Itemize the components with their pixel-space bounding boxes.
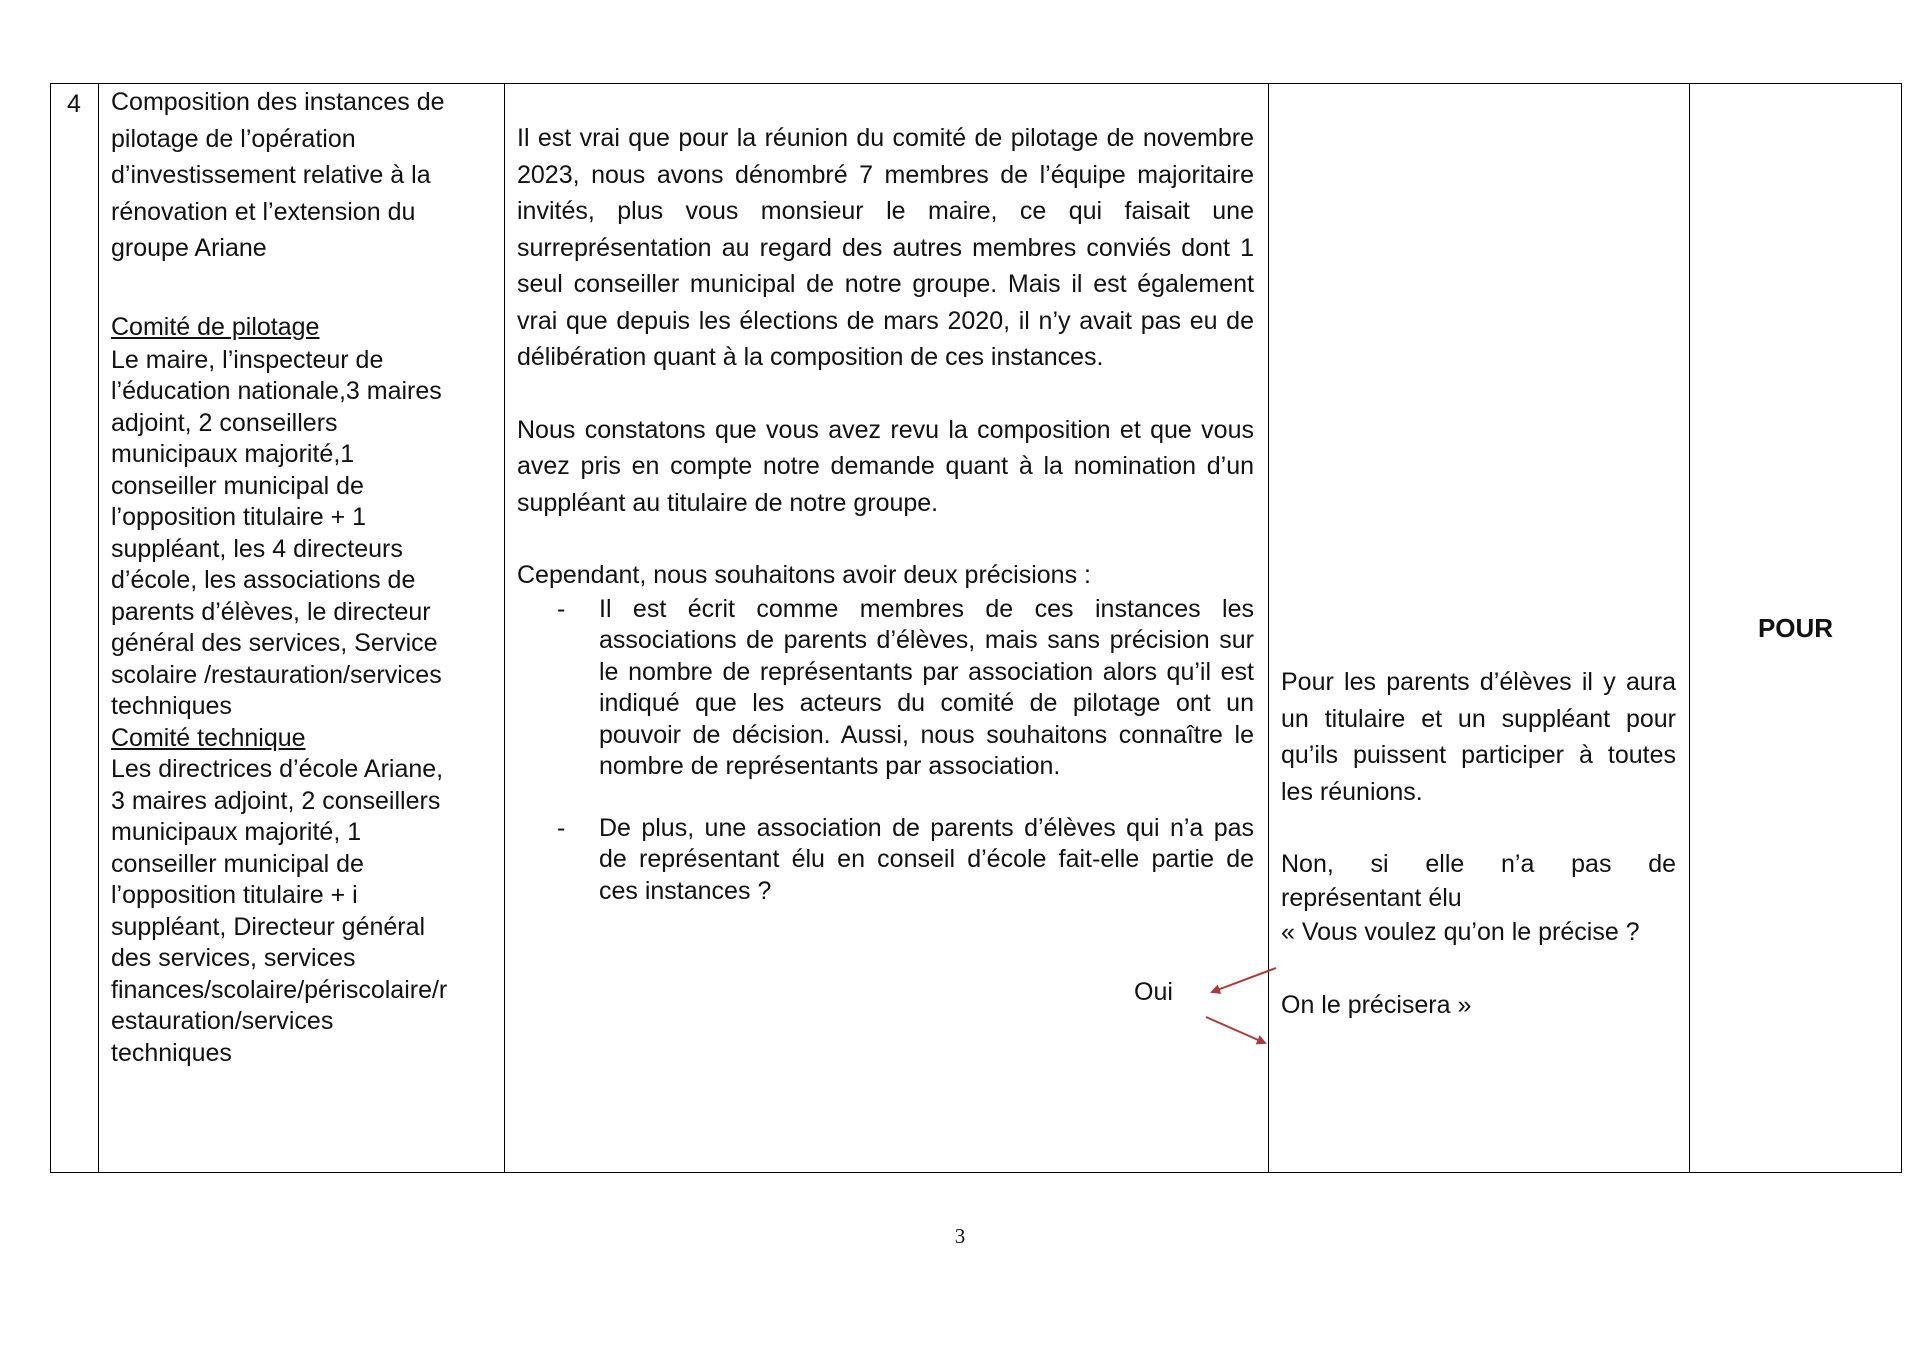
- list-line: adjoint, 2 conseillers: [111, 408, 338, 437]
- column-divider-2: [504, 83, 505, 1173]
- answer-cell: [1281, 664, 1676, 1023]
- column-divider-3: [1268, 83, 1269, 1173]
- subject-title-line: d’investissement relative à la: [111, 161, 431, 189]
- list-line: l’opposition titulaire + 1: [111, 503, 367, 531]
- bullet-text: Il est écrit comme membres de ces instances les associations de parents d’élèves, mais sans précision sur le nombre de représentants par association alors qu’il est indiqué que les acteurs du comité de pilotage ont un pouvoir de décision. Aussi, nous souhaitons connaître le nombre de représentants par association.: [599, 594, 1254, 780]
- answer-quote: « Vous voulez qu’on le précise ?: [1281, 918, 1640, 946]
- vote-result: POUR: [1757, 613, 1834, 643]
- list-line: scolaire /restauration/services: [111, 660, 442, 689]
- list-line: l’opposition titulaire + i: [111, 881, 358, 909]
- list-line: Les directrices d’école Ariane,: [111, 755, 444, 783]
- row-number: 4: [67, 90, 81, 118]
- list-line: général des services, Service: [111, 629, 438, 657]
- question-cell: [517, 120, 1254, 907]
- question-intro: Cependant, nous souhaitons avoir deux précisions :: [517, 561, 1091, 589]
- question-paragraph-1: Il est vrai que pour la réunion du comité de pilotage de novembre 2023, nous avons dénombré 7 membres de l’équipe majoritaire invités, plus vous monsieur le maire, ce qui faisait une surreprésentation au regard des autres membres conviés dont 1 seul conseiller municipal de notre groupe. Mais il est également vrai que depuis les élections de mars 2020, il n’y avait pas eu de délibération quant à la composition de ces instances.: [517, 124, 1254, 371]
- column-divider-1: [98, 83, 99, 1173]
- list-line: l’éducation nationale,3 maires: [111, 377, 442, 405]
- list-line: Le maire, l’inspecteur de: [111, 345, 384, 374]
- comite-pilotage-heading: Comité de pilotage: [111, 312, 320, 341]
- list-line: conseiller municipal de: [111, 849, 364, 878]
- list-line: des services, services: [111, 944, 356, 972]
- list-line: suppléant, les 4 directeurs: [111, 534, 403, 563]
- answer-paragraph-2-line-1: Non, si elle n’a pas de: [1281, 850, 1676, 878]
- list-line: techniques: [111, 1038, 232, 1067]
- subject-cell: [111, 84, 491, 1069]
- list-line: municipaux majorité, 1: [111, 818, 362, 846]
- comite-technique-members: [111, 754, 491, 1069]
- bullet-dash: -: [557, 813, 566, 842]
- question-bullet-list: [517, 594, 1254, 908]
- comite-pilotage-members: [111, 345, 491, 723]
- list-line: estauration/services: [111, 1007, 334, 1035]
- subject-title: [111, 84, 491, 267]
- answer-closing: On le précisera »: [1281, 990, 1472, 1019]
- bullet-text: De plus, une association de parents d’élèves qui n’a pas de représentant élu en conseil d’école fait-elle partie de ces instances ?: [599, 813, 1254, 905]
- list-item: [517, 813, 1254, 908]
- comite-technique-heading: Comité technique: [111, 723, 306, 752]
- subject-title-line: groupe Ariane: [111, 234, 267, 262]
- subject-title-line: pilotage de l’opération: [111, 124, 356, 153]
- list-line: conseiller municipal de: [111, 471, 364, 500]
- oui-annotation: Oui: [1134, 978, 1173, 1006]
- answer-paragraph-1: Pour les parents d’élèves il y aura un titulaire et un suppléant pour qu’ils puissent participer à toutes les réunions.: [1281, 668, 1676, 806]
- list-line: techniques: [111, 692, 232, 720]
- list-line: municipaux majorité,1: [111, 440, 355, 468]
- list-item: [517, 594, 1254, 783]
- bullet-dash: -: [557, 594, 566, 623]
- list-line: d’école, les associations de: [111, 566, 416, 594]
- list-line: suppléant, Directeur général: [111, 912, 426, 941]
- list-line: 3 maires adjoint, 2 conseillers: [111, 786, 441, 815]
- list-line: finances/scolaire/périscolaire/r: [111, 975, 448, 1004]
- answer-paragraph-2-line-2: représentant élu: [1281, 883, 1462, 912]
- subject-title-line: Composition des instances de: [111, 88, 445, 116]
- subject-title-line: rénovation et l’extension du: [111, 197, 416, 226]
- question-paragraph-2: Nous constatons que vous avez revu la composition et que vous avez pris en compte notre demande quant à la nomination d’un suppléant au titulaire de notre groupe.: [517, 415, 1254, 517]
- list-line: parents d’élèves, le directeur: [111, 597, 431, 626]
- page-number: 3: [954, 1224, 966, 1248]
